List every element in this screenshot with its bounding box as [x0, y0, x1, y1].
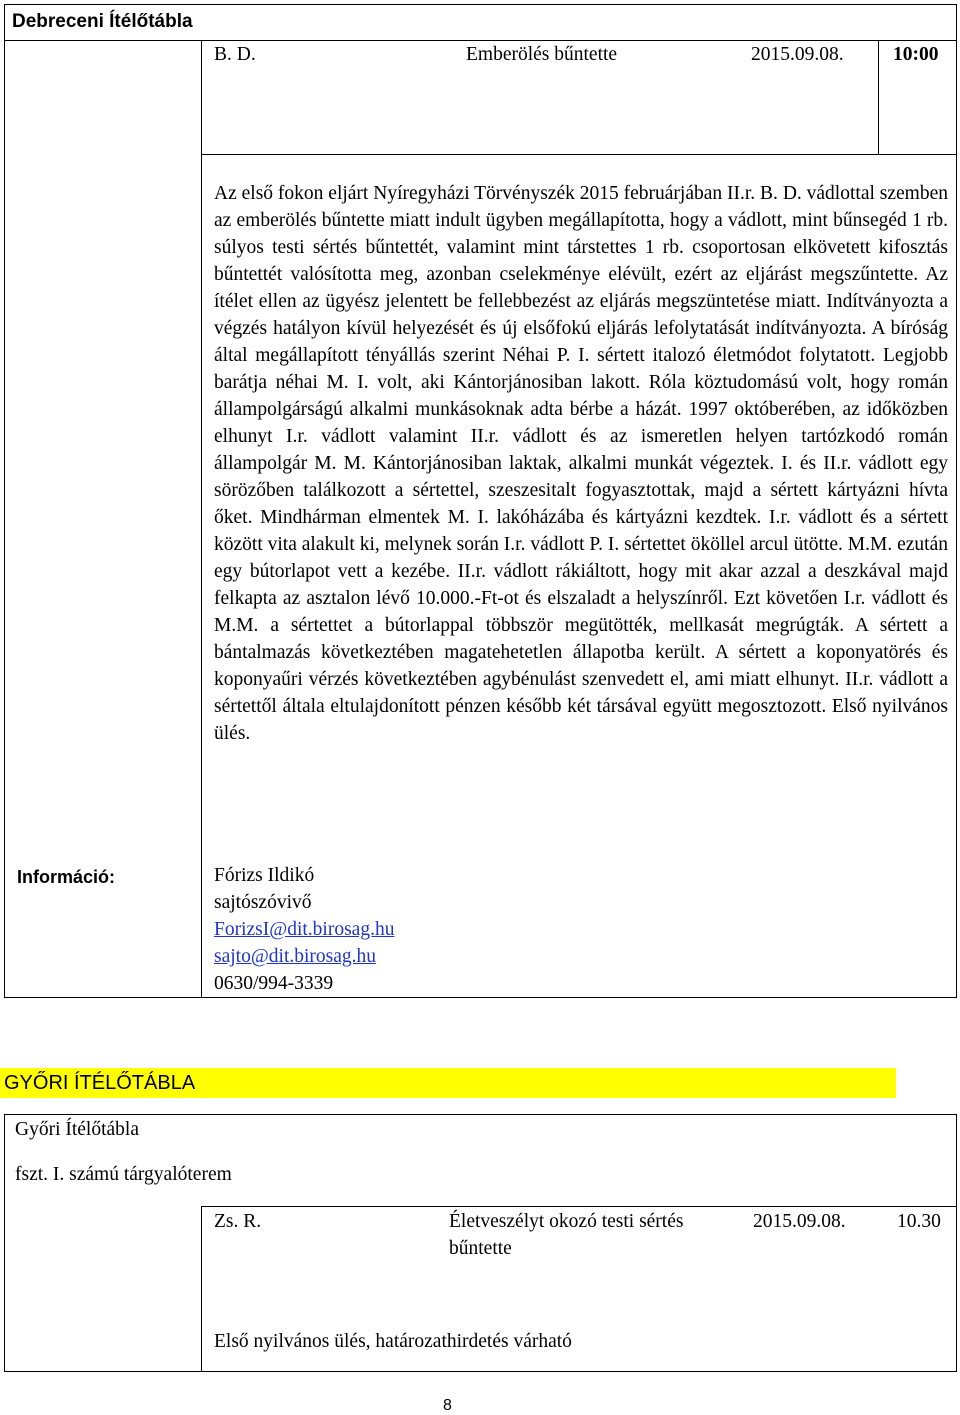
section-heading: GYŐRI ÍTÉLŐTÁBLA [4, 1072, 196, 1094]
divider [201, 40, 202, 998]
divider [878, 40, 879, 155]
divider [201, 1206, 202, 1372]
courtroom: fszt. I. számú tárgyalóterem [15, 1164, 232, 1185]
divider [201, 154, 957, 155]
page-number: 8 [443, 1397, 452, 1414]
hearing-note: Első nyilvános ülés, határozathirdetés várható [214, 1331, 572, 1352]
charge: Emberölés bűntette [466, 44, 618, 65]
hearing-time: 10.30 [897, 1211, 941, 1232]
divider [201, 1206, 957, 1207]
info-label: Információ: [17, 867, 116, 887]
defendant: B. D. [214, 44, 256, 65]
contact-name: Fórizs Ildikó [214, 865, 315, 886]
contact-email-link[interactable]: ForizsI@dit.birosag.hu [214, 919, 395, 940]
contact-role: sajtószóvivő [214, 892, 312, 913]
court-name: Győri Ítélőtábla [15, 1119, 139, 1140]
contact-phone: 0630/994-3339 [214, 973, 334, 994]
case-description: Az első fokon eljárt Nyíregyházi Törvényszék 2015 februárjában II.r. B. D. vádlottal szemben az emberölés bűntette miatt indult ügyben megállapította, hogy a vádlott, mint bűnsegéd 1 rb. súlyos testi sértés bűntettét, valamint mint társtettes 1 rb. csoportosan elkövetett kifosztás bűntettét valósította meg, azonban cselekménye elévült, ezért az eljárást megszűntette. Az ítélet ellen az ügyész jelentett be fellebbezést az eljárás megszüntetése miatt. Indítványozta a végzés hatályon kívül helyezését és új elsőfokú eljárás lefolytatását indítványozta. A bíróság által megállapított tényállás szerint Néhai P. I. sértett italozó életmódot folytatott. Legjobb barátja néhai M. I. volt, aki Kántorjánosiban lakott. Róla köztudomású volt, hogy román állampolgárságú alkalmi munkásoknak adta bérbe a házát. 1997 októberében, az időközben elhunyt I.r. vádlott valamint II.r. vádlott és az ismeretlen helyen tartózkodó román állampolgár M. M. Kántorjánosiban laktak, alkalmi munkát végeztek. I. és II.r. vádlott egy sörözőben találkozott a sértettel, szeszesitalt fogyasztottak, majd a sértett kártyázni hívta őket. Mindhárman elmentek M. I. lakóházába és kártyázni kezdtek. I.r. vádlott és a sértett között vita alakult ki, melynek során I.r. vádlott P. I. sértettet ököllel arcul ütötte. M.M. ezután egy bútorlapot vett a kezébe. II.r. vádlott rákiáltott, hogy mit akar azzal a deszkával majd felkapta az asztalon lévő 10.000.-Ft-ot és elszaladt a helyszínről. Ezt követően I.r. vádlott és M.M. a sértettet a bútorlappal többször megütötték, mellkasát megrúgták. A sértett a bántalmazás következtében magatehetetlen állapotba került. A sértett a koponyatörés és koponyaűri vérzés következtében agybénulást szenvedett el, ami miatt elhunyt. II.r. vádlott a sértettől általa eltulajdonított pénzen később két társával együtt megosztozott. Első nyilvános ülés. [214, 183, 948, 744]
court-name: Debreceni Ítélőtábla [12, 11, 193, 32]
press-email-link[interactable]: sajto@dit.birosag.hu [214, 946, 377, 967]
hearing-date: 2015.09.08. [751, 44, 844, 65]
hearing-time: 10:00 [893, 44, 939, 65]
defendant: Zs. R. [214, 1211, 262, 1232]
hearing-date: 2015.09.08. [753, 1211, 846, 1232]
charge: Életveszélyt okozó testi sértés bűntette [449, 1211, 684, 1259]
